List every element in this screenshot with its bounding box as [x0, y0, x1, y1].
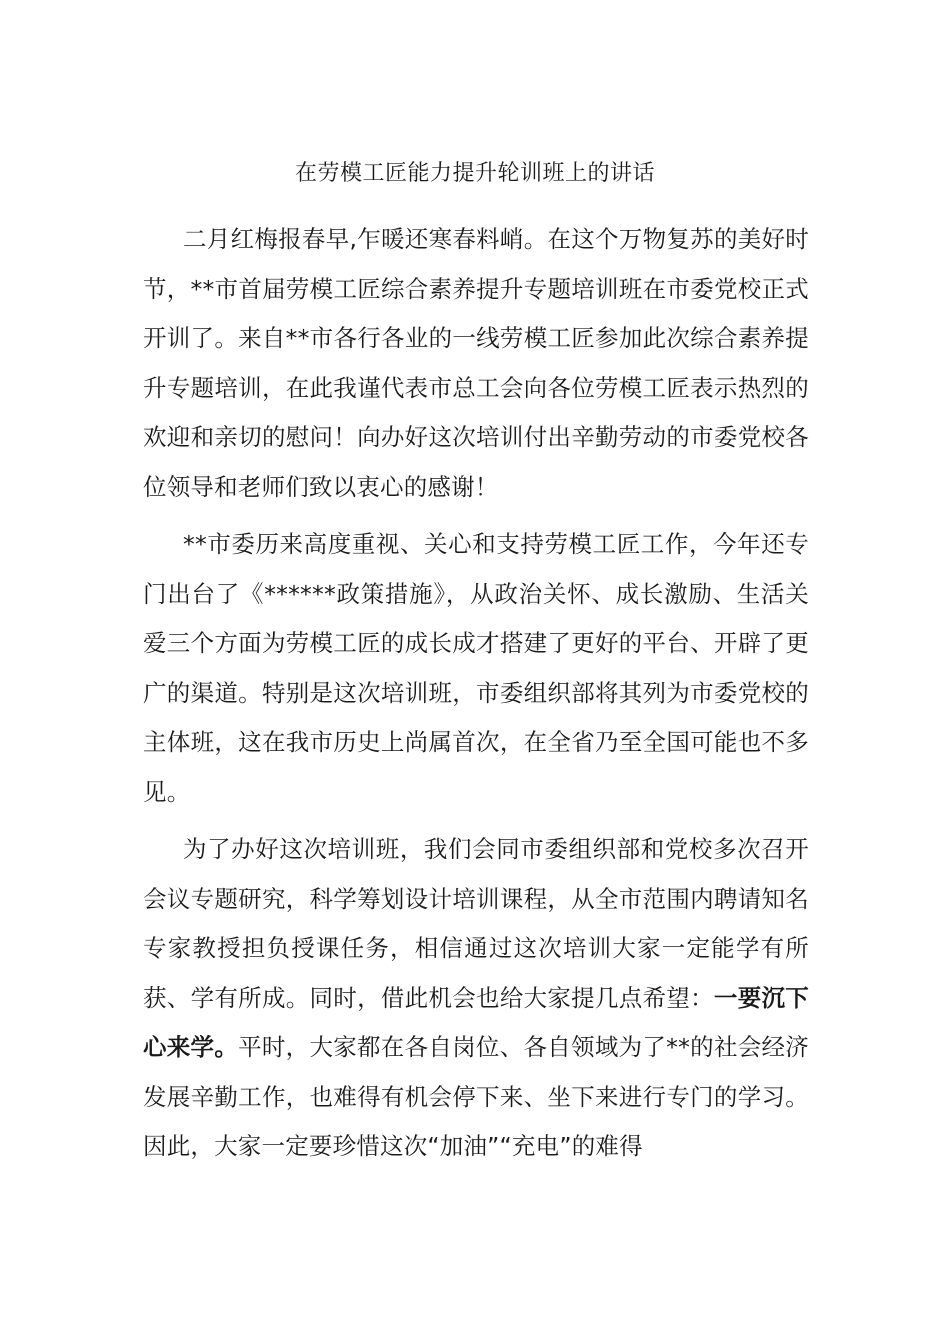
document-title: 在劳模工匠能力提升轮训班上的讲话: [294, 161, 655, 186]
paragraph-1: 二月红梅报春早,乍暖还寒春料峭。在这个万物复苏的美好时节，**市首届劳模工匠综合素养提升专题培训班在市委党校正式开训了。来自**市各行各业的一线劳模工匠参加此次综合素养提升专题培训，在此我谨代表市总工会向各位劳模工匠表示热烈的欢迎和亲切的慰问！向办好这次培训付出辛勤劳动的市委党校各位领导和老师们致以衷心的感谢！: [143, 225, 809, 501]
paragraph-2: **市委历来高度重视、关心和支持劳模工匠工作，今年还专门出台了《******政策措施》，从政治关怀、成长激励、生活关爱三个方面为劳模工匠的成长成才搭建了更好的平台、开辟了更广的渠道。特别是这次培训班，市委组织部将其列为市委党校的主体班，这在我市历史上尚属首次，在全省乃至全国可能也不多见。: [143, 530, 809, 806]
paragraph-3-rest: 平时，大家都在各自岗位、各自领域为了**的社会经济发展辛勤工作，也难得有机会停下来、坐下来进行专门的学习。因此，大家一定要珍惜这次“加油”“充电”的难得: [143, 1033, 809, 1160]
document-body: [143, 215, 809, 1180]
paragraph-3: [143, 825, 809, 1172]
paragraph-3-intro: 为了办好这次培训班，我们会同市委组织部和党校多次召开会议专题研究，科学筹划设计培训课程，从全市范围内聘请知名专家教授担负授课任务，相信通过这次培训大家一定能学有所获、学有所成。同时，借此机会也给大家提几点希望：: [143, 835, 809, 1012]
paragraph-3-emphasis: 一要沉下心来学。: [143, 983, 809, 1061]
